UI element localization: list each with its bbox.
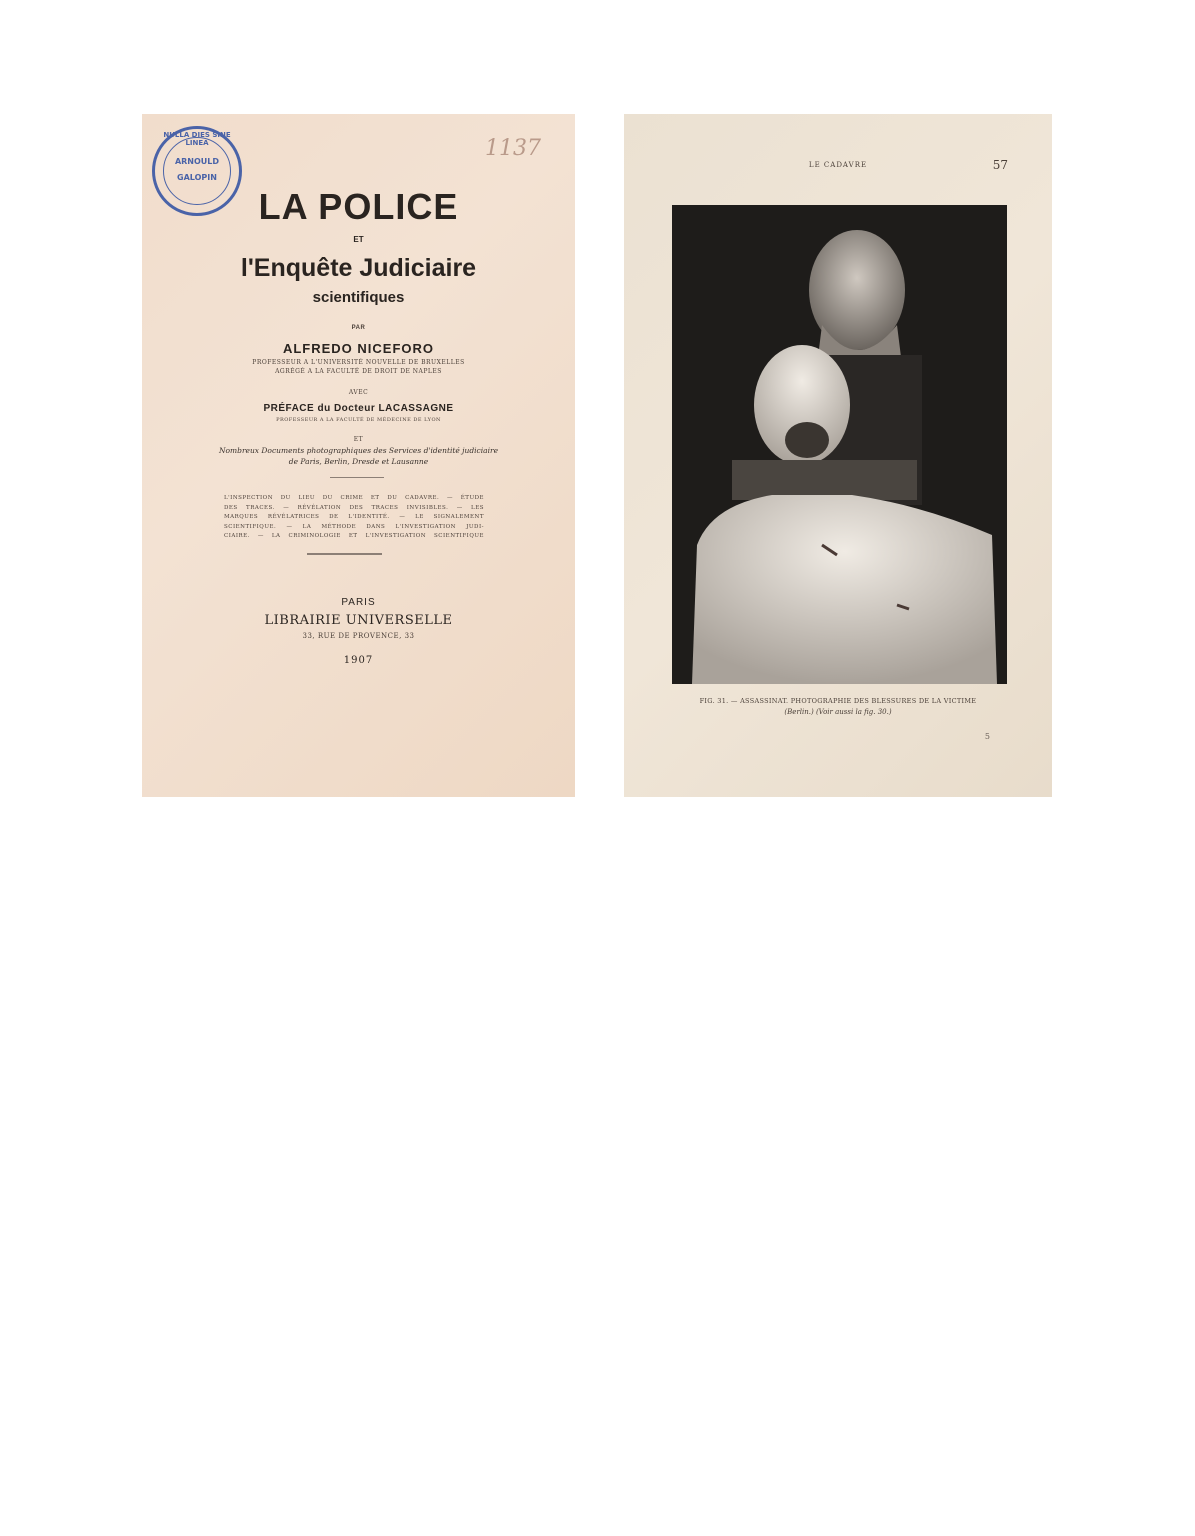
title-page xyxy=(142,114,575,797)
publisher-address: 33, RUE DE PROVENCE, 33 xyxy=(302,632,415,640)
book-subtitle-2: scientifiques xyxy=(312,289,405,306)
book-subtitle: l'Enquête Judiciaire xyxy=(240,254,477,282)
book-title: LA POLICE xyxy=(258,186,459,227)
contents-summary xyxy=(224,494,484,542)
author-title-2: AGRÉGÉ A LA FACULTÉ DE DROIT DE NAPLES xyxy=(275,368,442,375)
publisher: LIBRAIRIE UNIVERSELLE xyxy=(264,613,453,628)
victim-torso xyxy=(692,495,997,684)
stamp-motto: NULLA DIES SINE LINEA xyxy=(163,131,231,147)
figure-caption-1: FIG. 31. — ASSASSINAT. PHOTOGRAPHIE DES BLESSURES DE LA VICTIME xyxy=(699,697,977,705)
documents-line-1: Nombreux Documents photographiques des Services d'identité judiciaire xyxy=(218,446,499,455)
handwritten-number: 1137 xyxy=(485,136,541,161)
figure-photograph xyxy=(672,205,1007,684)
author-name: ALFREDO NICEFORO xyxy=(282,341,435,356)
conjunction-et: ET xyxy=(353,235,364,244)
figure-page xyxy=(624,114,1052,797)
page-number: 57 xyxy=(992,158,1008,172)
par-label: PAR xyxy=(351,325,366,331)
contents-line: CIAIRE. — LA CRIMINOLOGIE ET L'INVESTIGATION SCIENTIFIQUE xyxy=(224,533,484,539)
running-head: LE CADAVRE xyxy=(808,161,868,169)
stamp-name-2: GALOPIN xyxy=(177,173,217,182)
figure-caption-2: (Berlin.) (Voir aussi la fig. 30.) xyxy=(784,708,892,716)
preface-line: PRÉFACE du Docteur LACASSAGNE xyxy=(263,403,454,414)
divider xyxy=(307,553,382,555)
contents-line: MARQUES RÉVÉLATRICES DE L'IDENTITÉ. — LE SIGNALEMENT xyxy=(224,514,484,520)
contents-line: SCIENTIFIQUE. — LA MÉTHODE DANS L'INVESTIGATION JUDI- xyxy=(224,523,484,530)
contents-line: L'INSPECTION DU LIEU DU CRIME ET DU CADAVRE. — ÉTUDE xyxy=(224,495,484,501)
documents-line-2: de Paris, Berlin, Dresde et Lausanne xyxy=(288,457,429,466)
contents-line: DES TRACES. — RÉVÉLATION DES TRACES INVISIBLES. — LES xyxy=(224,504,484,511)
preface-title: PROFESSEUR A LA FACULTÉ DE MÉDECINE DE LYON xyxy=(276,417,441,423)
city: PARIS xyxy=(341,597,376,608)
avec-label: AVEC xyxy=(348,389,369,396)
author-title-1: PROFESSEUR A L'UNIVERSITÉ NOUVELLE DE BRUXELLES xyxy=(252,359,465,366)
et-label: ET xyxy=(353,436,364,443)
stamp-name-1: ARNOULD xyxy=(174,157,220,166)
publication-year: 1907 xyxy=(343,655,374,666)
divider xyxy=(330,477,384,478)
signature-mark: 5 xyxy=(984,732,990,741)
